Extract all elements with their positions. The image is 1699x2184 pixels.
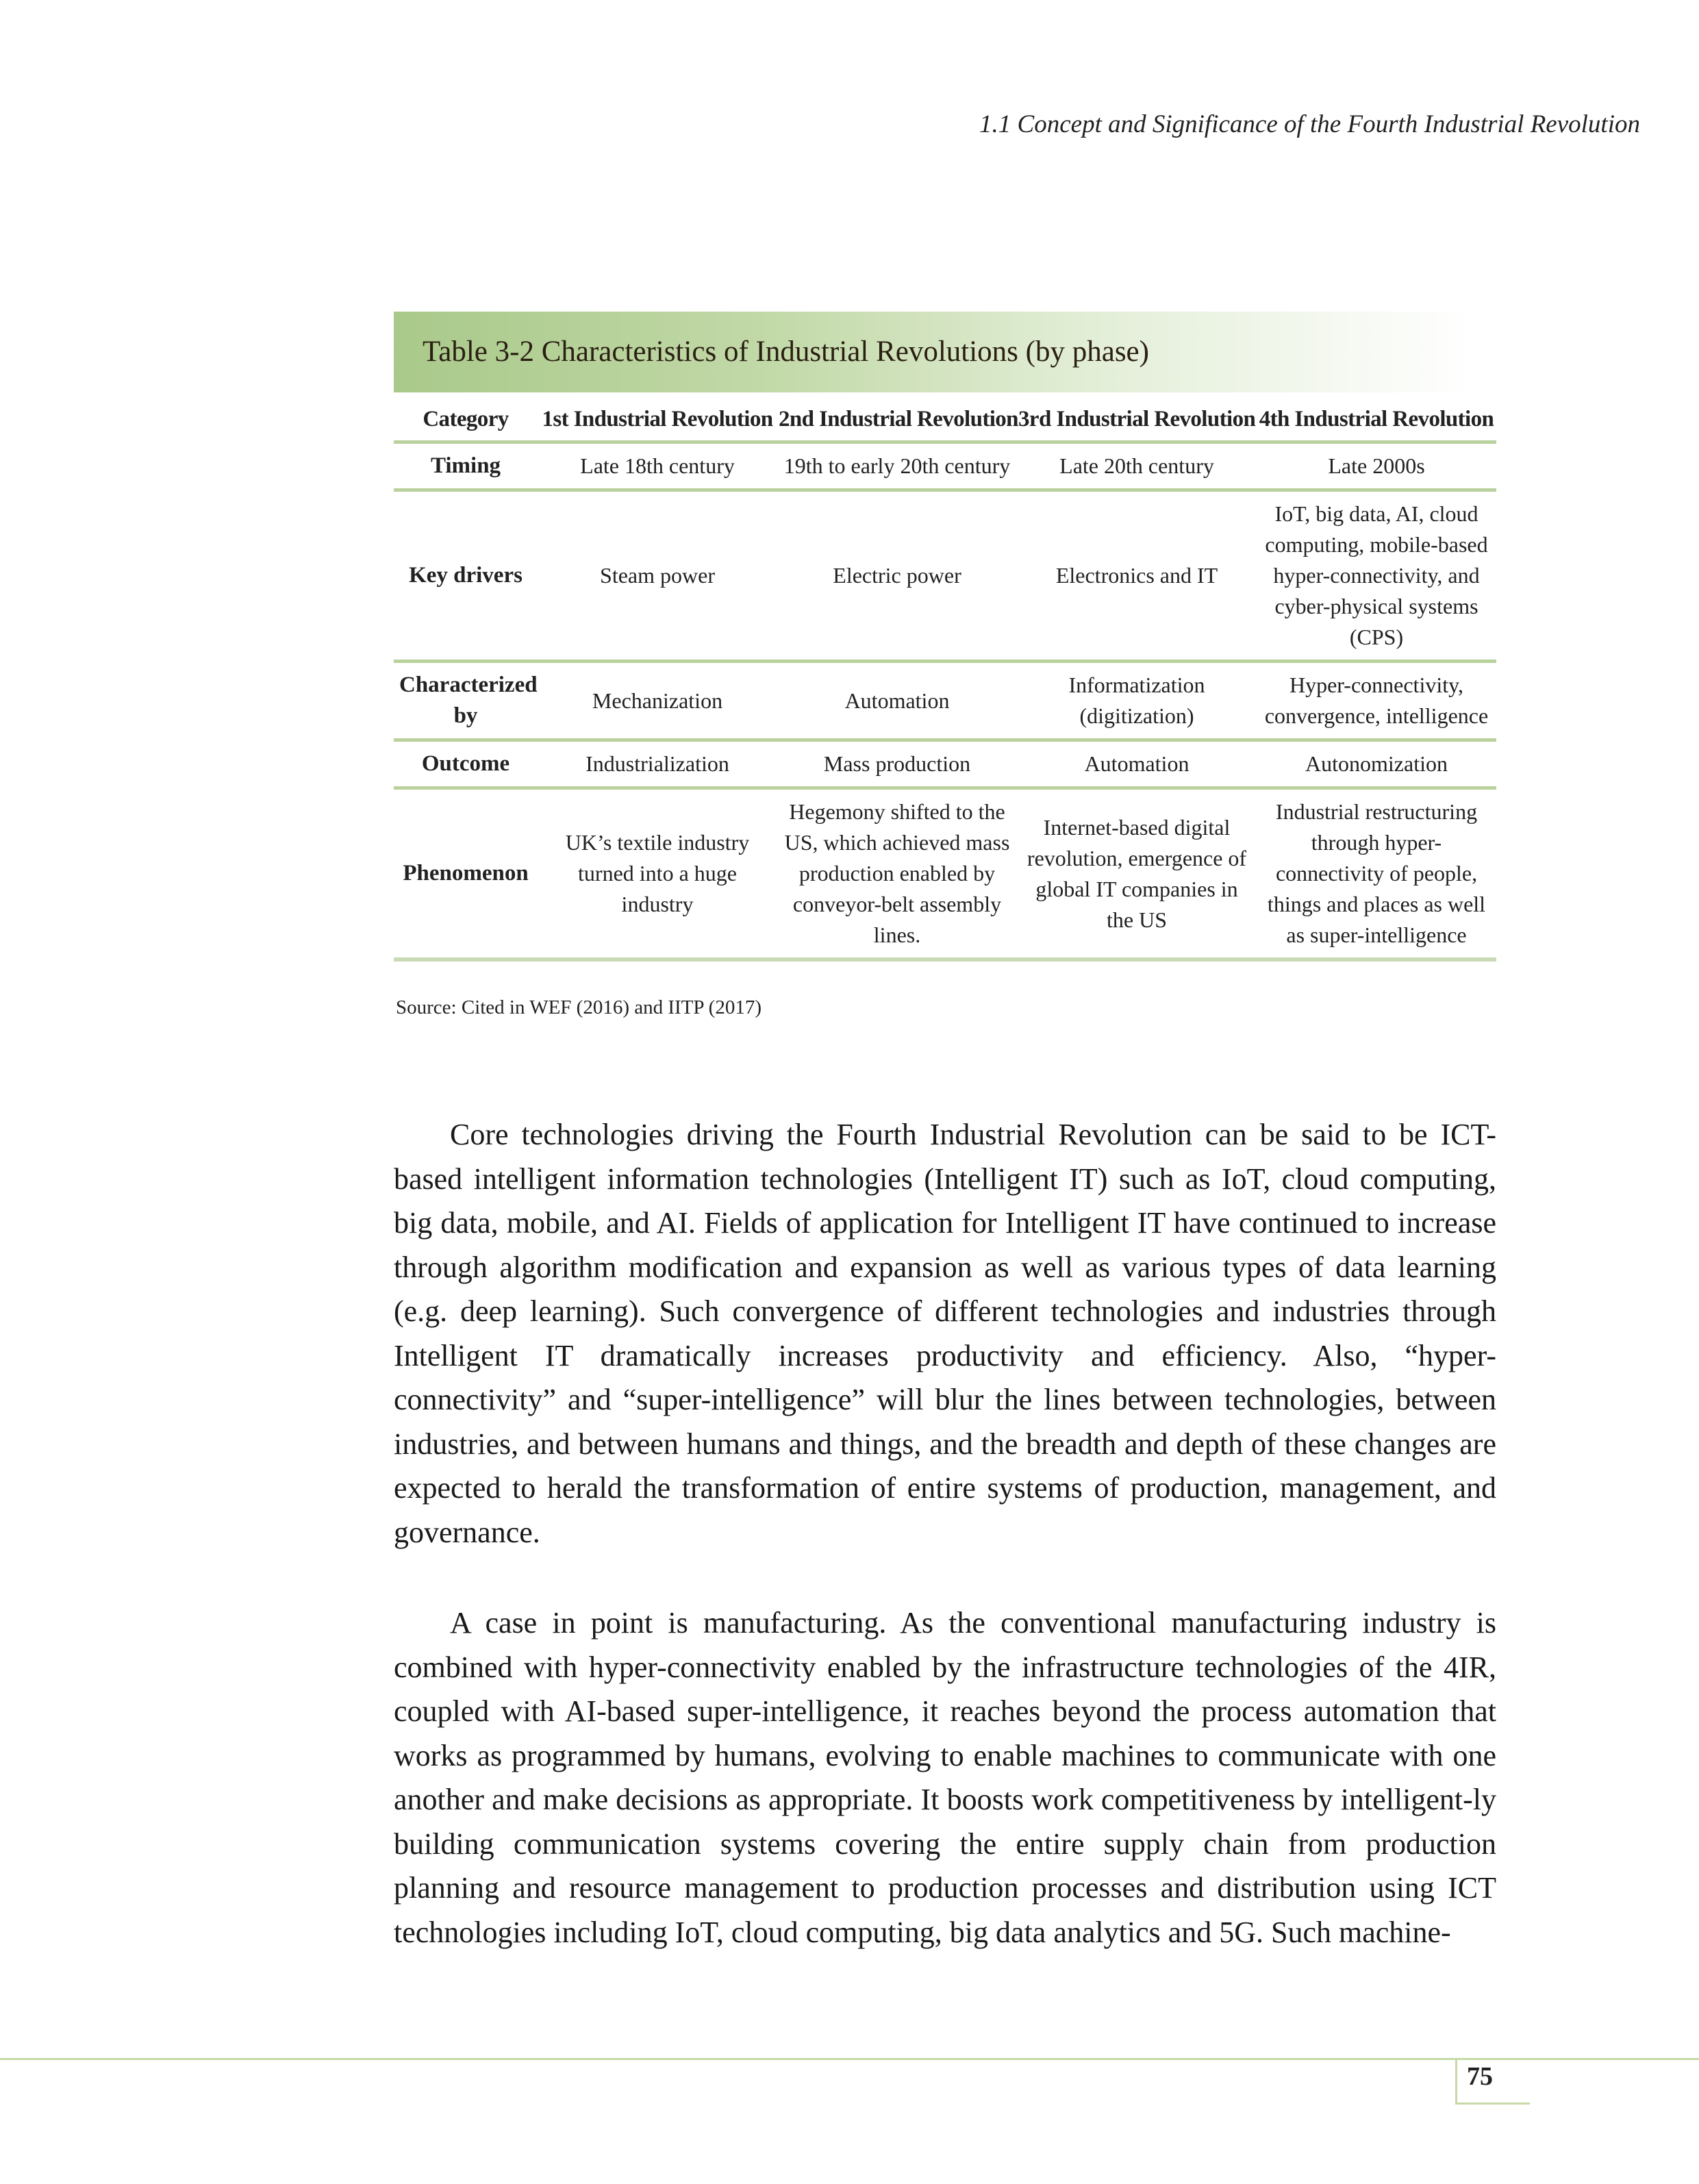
body-paragraph: A case in point is manufacturing. As the conventional manufacturing industry is combined with hyper-connectivity enabled by the infrastructure technologies of the 4IR, coupled with AI-based super-intelligence, it reaches beyond the process automation that works as programmed by humans, evolving to enable machines to communicate with one another and make decisions as appropriate. It boosts work competitiveness by intelligent-ly building communication systems covering the entire supply chain from production planning and resource management to production processes and distribution using ICT technologies including IoT, cloud computing, big data analytics and 5G. Such machine- [394,1606,1496,1949]
table-cell: Hyper-connectivity, convergence, intelligence [1257,662,1496,740]
table-title: Table 3-2 Characteristics of Industrial Revolutions (by phase) [423,336,1149,368]
table-cell: Automation [1017,740,1257,788]
table-cell: Electronics and IT [1017,490,1257,662]
body-paragraph: Core technologies driving the Fourth Industrial Revolution can be said to be ICT-based intelligent information technologies (Intelligent IT) such as IoT, cloud computing, big data, mobile, and AI. Fields of application for Intelligent IT have continued to increase through algorithm modification and expansion as well as various types of data learning (e.g. deep learning). Such convergence of different technologies and industries through Intelligent IT dramatically increases productivity and efficiency. Also, “hyper-connectivity” and “super-intelligence” will blur the lines between technologies, between industries, and between humans and things, and the breadth and depth of these changes are expected to herald the transformation of entire systems of production, management, and governance. [394,1118,1496,1549]
table-wrap [394,399,1496,962]
table-row-timing [394,442,1496,490]
table-cell: Industrial restructuring through hyper-connectivity of people, things and places as well as super-intelligence [1257,788,1496,960]
body-paragraph-1-container [394,1113,1496,1555]
footer-rule [0,2058,1699,2060]
row-label: Key drivers [394,490,538,662]
row-label: Characterized by [394,662,538,740]
column-header-1st: 1st Industrial Revolution [538,399,777,442]
row-label: Outcome [394,740,538,788]
table-cell: Industrialization [538,740,777,788]
column-header-3rd: 3rd Industrial Revolution [1017,399,1257,442]
characteristics-table [394,399,1496,962]
column-header-2nd: 2nd Industrial Revolution [777,399,1017,442]
row-label: Timing [394,442,538,490]
table-cell: IoT, big data, AI, cloud computing, mobile-based hyper-connectivity, and cyber-physical systems (CPS) [1257,490,1496,662]
table-cell: Late 2000s [1257,442,1496,490]
table-cell: Steam power [538,490,777,662]
table-cell: Mass production [777,740,1017,788]
table-row-phenomenon [394,788,1496,960]
table-cell: Automation [777,662,1017,740]
table-cell: Informatization (digitization) [1017,662,1257,740]
table-source-note: Source: Cited in WEF (2016) and IITP (2017) [396,996,762,1018]
table-cell: Mechanization [538,662,777,740]
table-cell: Late 20th century [1017,442,1257,490]
table-cell: Late 18th century [538,442,777,490]
table-cell: 19th to early 20th century [777,442,1017,490]
table-cell: Electric power [777,490,1017,662]
table-cell: Internet-based digital revolution, emergence of global IT companies in the US [1017,788,1257,960]
table-cell: UK’s textile industry turned into a huge industry [538,788,777,960]
row-label: Phenomenon [394,788,538,960]
table-header-row [394,399,1496,442]
page-number-box [1455,2060,1530,2105]
body-paragraph-2-container [394,1601,1496,1955]
table-row-key-drivers [394,490,1496,662]
column-header-4th: 4th Industrial Revolution [1257,399,1496,442]
table-title-bar [394,312,1472,392]
column-header-category: Category [394,399,538,442]
table-row-characterized-by [394,662,1496,740]
table-cell: Autonomization [1257,740,1496,788]
running-header: 1.1 Concept and Significance of the Fourth Industrial Revolution [979,110,1640,138]
table-cell: Hegemony shifted to the US, which achieved mass production enabled by conveyor-belt assembly lines. [777,788,1017,960]
page-number: 75 [1467,2062,1493,2091]
table-row-outcome [394,740,1496,788]
